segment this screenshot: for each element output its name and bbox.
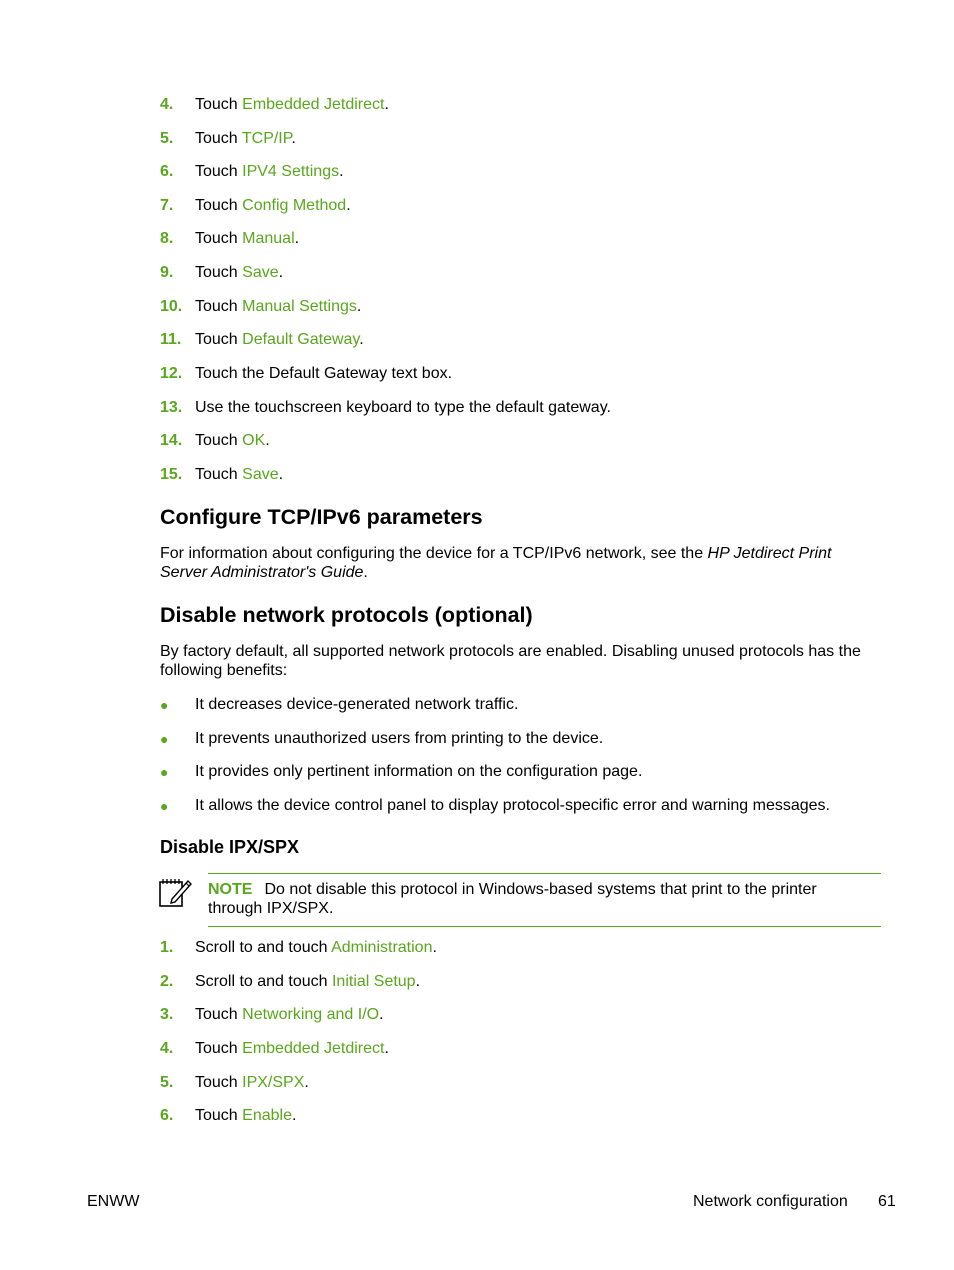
footer-page-number: 61 bbox=[878, 1193, 896, 1210]
step-link[interactable]: Enable bbox=[242, 1107, 292, 1124]
note-text-block bbox=[208, 880, 868, 918]
step-text-post: . bbox=[339, 163, 344, 180]
step-text-pre: Touch bbox=[195, 298, 243, 315]
step-text bbox=[195, 194, 351, 218]
step-text-post: . bbox=[415, 973, 421, 990]
note-box bbox=[208, 873, 881, 927]
step-text-pre: Touch bbox=[195, 197, 243, 214]
bullet-dot: ● bbox=[160, 764, 169, 780]
step-number: 15. bbox=[160, 466, 183, 483]
step-text-pre: Touch bbox=[195, 96, 243, 113]
step-link[interactable]: Initial Setup bbox=[331, 973, 416, 990]
guide-title: HP Jetdirect Print Server Administrator's Guide bbox=[160, 545, 832, 581]
step-text-pre: Scroll to and touch bbox=[195, 939, 332, 956]
step-number: 3. bbox=[160, 1006, 174, 1023]
step-number: 10. bbox=[160, 298, 183, 315]
section-paragraph-ipv6 bbox=[160, 544, 880, 582]
step-text-post: . bbox=[379, 1006, 384, 1023]
bullet-text: It prevents unauthorized users from printing to the device. bbox=[195, 730, 604, 747]
step-number: 1. bbox=[160, 939, 174, 956]
step-text-post: . bbox=[294, 230, 300, 247]
step-text bbox=[195, 261, 283, 285]
step-text bbox=[195, 227, 299, 251]
step-text bbox=[195, 362, 452, 386]
bullet-dot: ● bbox=[160, 697, 169, 713]
step-link[interactable]: Save bbox=[242, 466, 279, 483]
step-text-post: . bbox=[346, 197, 351, 214]
step-text bbox=[195, 1104, 296, 1128]
step-text-pre: Touch bbox=[195, 264, 243, 281]
step-text-pre: Touch bbox=[195, 130, 242, 147]
step-text bbox=[195, 295, 361, 319]
step-text bbox=[195, 429, 270, 453]
step-text-pre: Scroll to and touch bbox=[195, 973, 332, 990]
step-number: 13. bbox=[160, 399, 183, 416]
step-text-post: . bbox=[432, 939, 437, 956]
step-text bbox=[195, 93, 389, 117]
step-text-pre: Touch the Default Gateway text box. bbox=[195, 365, 453, 382]
paragraph-text: For information about configuring the device for a TCP/IPv6 network, see the bbox=[160, 545, 708, 562]
step-text-pre: Touch bbox=[195, 1006, 243, 1023]
note-pad-icon bbox=[158, 875, 192, 909]
step-text-pre: Use the touchscreen keyboard to type the default gateway. bbox=[195, 399, 611, 416]
step-number: 7. bbox=[160, 197, 174, 214]
footer-section-title: Network configuration bbox=[693, 1193, 848, 1210]
step-text-pre: Touch bbox=[195, 1040, 243, 1057]
step-text-post: . bbox=[291, 1107, 297, 1124]
bullet-dot: ● bbox=[160, 731, 169, 747]
bullet-text: It decreases device-generated network traffic. bbox=[195, 696, 519, 713]
step-number: 14. bbox=[160, 432, 183, 449]
step-text-post: . bbox=[304, 1074, 309, 1091]
step-text-pre: Touch bbox=[195, 331, 243, 348]
section-paragraph-disable: By factory default, all supported network protocols are enabled. Disabling unused protocols has the following benefits: bbox=[160, 643, 861, 679]
subsection-heading-ipx: Disable IPX/SPX bbox=[160, 837, 300, 857]
step-text bbox=[195, 127, 296, 151]
step-link[interactable]: Embedded Jetdirect bbox=[242, 96, 385, 113]
step-text-pre: Touch bbox=[195, 163, 243, 180]
step-text-pre: Touch bbox=[195, 230, 243, 247]
bullet-text: It allows the device control panel to display protocol-specific error and warning messages. bbox=[195, 797, 830, 814]
step-number: 12. bbox=[160, 365, 183, 382]
step-link[interactable]: IPX/SPX bbox=[242, 1074, 305, 1091]
step-text-pre: Touch bbox=[195, 1107, 243, 1124]
step-link[interactable]: Config Method bbox=[242, 197, 347, 214]
step-number: 5. bbox=[160, 130, 174, 147]
bullet-text: It provides only pertinent information on the configuration page. bbox=[195, 763, 643, 780]
step-text bbox=[195, 1071, 309, 1095]
step-text-post: . bbox=[265, 432, 270, 449]
step-text-pre: Touch bbox=[195, 432, 243, 449]
step-number: 8. bbox=[160, 230, 174, 247]
step-link[interactable]: Manual bbox=[242, 230, 295, 247]
step-link[interactable]: Default Gateway bbox=[242, 331, 360, 348]
step-link[interactable]: TCP/IP bbox=[241, 130, 292, 147]
step-text bbox=[195, 396, 611, 420]
step-link[interactable]: Embedded Jetdirect bbox=[242, 1040, 385, 1057]
step-text-post: . bbox=[356, 298, 362, 315]
footer-left-label: ENWW bbox=[87, 1193, 140, 1210]
step-number: 4. bbox=[160, 1040, 174, 1057]
step-text bbox=[195, 1003, 384, 1027]
step-number: 2. bbox=[160, 973, 174, 990]
step-link[interactable]: IPV4 Settings bbox=[242, 163, 340, 180]
step-link[interactable]: Networking and I/O bbox=[242, 1006, 380, 1023]
step-text bbox=[195, 936, 437, 960]
step-number: 5. bbox=[160, 1074, 174, 1091]
step-number: 11. bbox=[160, 331, 182, 348]
paragraph-text-end: . bbox=[363, 564, 368, 581]
step-link[interactable]: Manual Settings bbox=[242, 298, 357, 315]
bullet-dot: ● bbox=[160, 798, 169, 814]
step-text-post: . bbox=[278, 264, 284, 281]
step-text-pre: Touch bbox=[195, 1074, 243, 1091]
step-link[interactable]: Save bbox=[242, 264, 279, 281]
section-heading-ipv6: Configure TCP/IPv6 parameters bbox=[160, 505, 483, 529]
note-text: Do not disable this protocol in Windows-based systems that print to the printer through IPX/SPX. bbox=[208, 881, 817, 917]
step-text-post: . bbox=[359, 331, 364, 348]
step-link[interactable]: Administration bbox=[331, 939, 433, 956]
step-text-post: . bbox=[291, 130, 296, 147]
step-text-post: . bbox=[278, 466, 284, 483]
step-text bbox=[195, 1037, 389, 1061]
step-text bbox=[195, 328, 364, 352]
step-text bbox=[195, 463, 283, 487]
step-number: 6. bbox=[160, 1107, 174, 1124]
step-text bbox=[195, 160, 344, 184]
step-number: 4. bbox=[160, 96, 174, 113]
section-heading-disable: Disable network protocols (optional) bbox=[160, 603, 533, 627]
step-text bbox=[195, 970, 420, 994]
step-text-post: . bbox=[384, 1040, 389, 1057]
step-text-post: . bbox=[384, 96, 389, 113]
step-number: 9. bbox=[160, 264, 174, 281]
note-label: NOTE bbox=[208, 881, 253, 898]
step-number: 6. bbox=[160, 163, 174, 180]
step-text-pre: Touch bbox=[195, 466, 243, 483]
step-link[interactable]: OK bbox=[242, 432, 266, 449]
